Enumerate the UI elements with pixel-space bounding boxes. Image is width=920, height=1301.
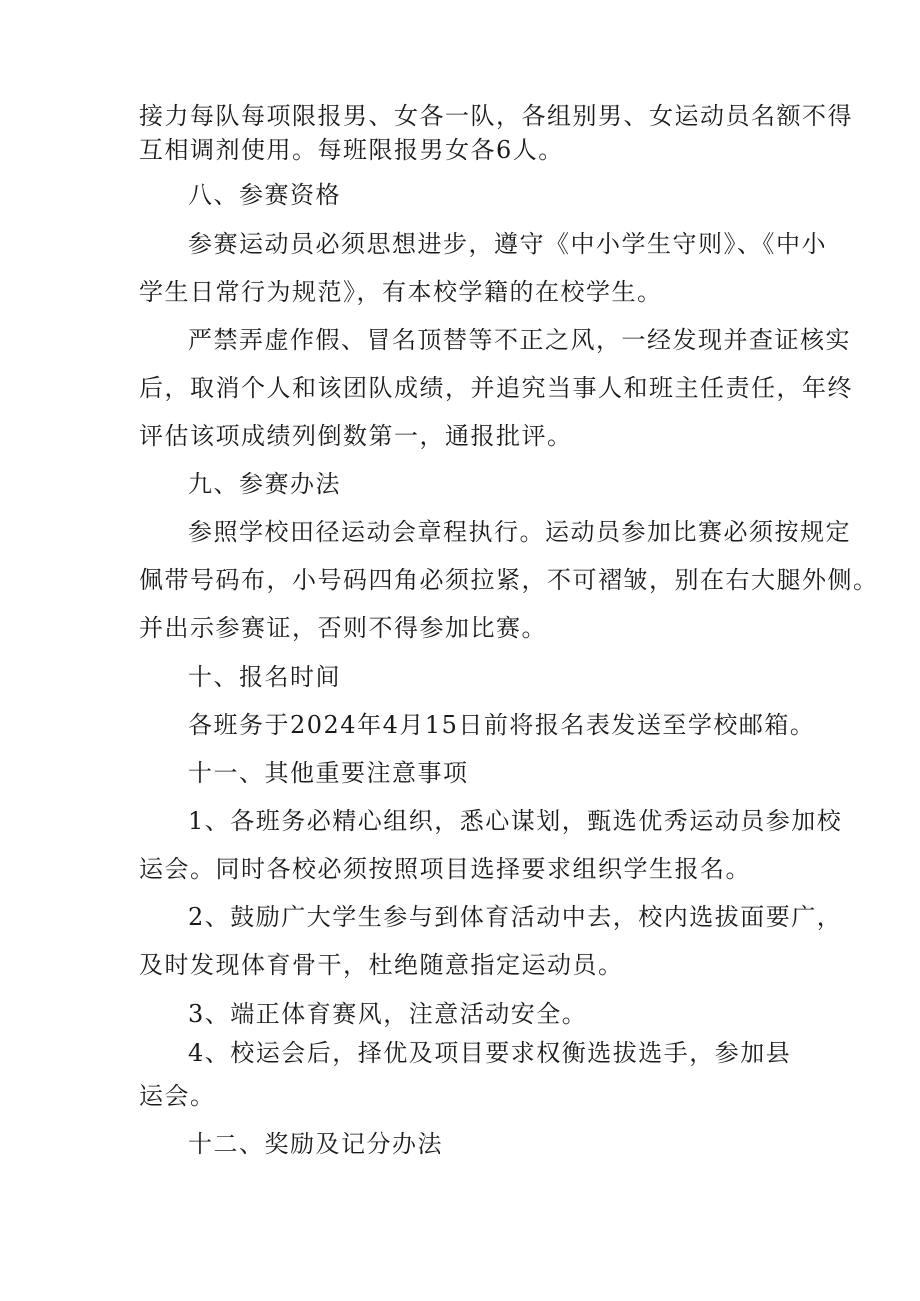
text-line: 学生日常行为规范》，有本校学籍的在校学生。	[139, 278, 663, 306]
section-heading: 十、报名时间	[188, 663, 341, 691]
list-item: 3、端正体育赛风，注意活动安全。	[188, 1000, 588, 1028]
text-line: 严禁弄虚作假、冒名顶替等不正之风，一经发现并查证核实	[188, 326, 851, 354]
text-line: 并出示参赛证，否则不得参加比赛。	[139, 614, 547, 642]
text-line: 佩带号码布，小号码四角必须拉紧，不可褶皱，别在右大腿外侧。	[139, 566, 879, 594]
section-heading: 十二、奖励及记分办法	[188, 1130, 443, 1158]
section-heading: 十一、其他重要注意事项	[188, 759, 469, 787]
text-line: 参照学校田径运动会章程执行。运动员参加比赛必须按规定	[188, 518, 851, 546]
text-line: 接力每队每项限报男、女各一队，各组别男、女运动员名额不得	[139, 102, 853, 130]
text-line: 参赛运动员必须思想进步，遵守《中小学生守则》、《中小	[188, 230, 827, 258]
text-line: 运会。	[139, 1082, 216, 1110]
list-item: 2、鼓励广大学生参与到体育活动中去，校内选拔面要广，	[188, 903, 843, 931]
text-line: 后，取消个人和该团队成绩，并追究当事人和班主任责任，年终	[139, 374, 853, 402]
text-line: 各班务于2024年4月15日前将报名表发送至学校邮箱。	[188, 711, 816, 739]
list-item: 1、各班务必精心组织，悉心谋划，甄选优秀运动员参加校	[188, 807, 843, 835]
section-heading: 九、参赛办法	[188, 470, 341, 498]
text-line: 及时发现体育骨干，杜绝随意指定运动员。	[139, 951, 624, 979]
text-line: 评估该项成绩列倒数第一，通报批评。	[139, 422, 573, 450]
text-line: 运会。同时各校必须按照项目选择要求组织学生报名。	[139, 855, 751, 883]
text-line: 互相调剂使用。每班限报男女各6人。	[139, 136, 564, 164]
list-item: 4、校运会后，择优及项目要求权衡选拔选手，参加县	[188, 1039, 792, 1067]
section-heading: 八、参赛资格	[188, 181, 341, 209]
